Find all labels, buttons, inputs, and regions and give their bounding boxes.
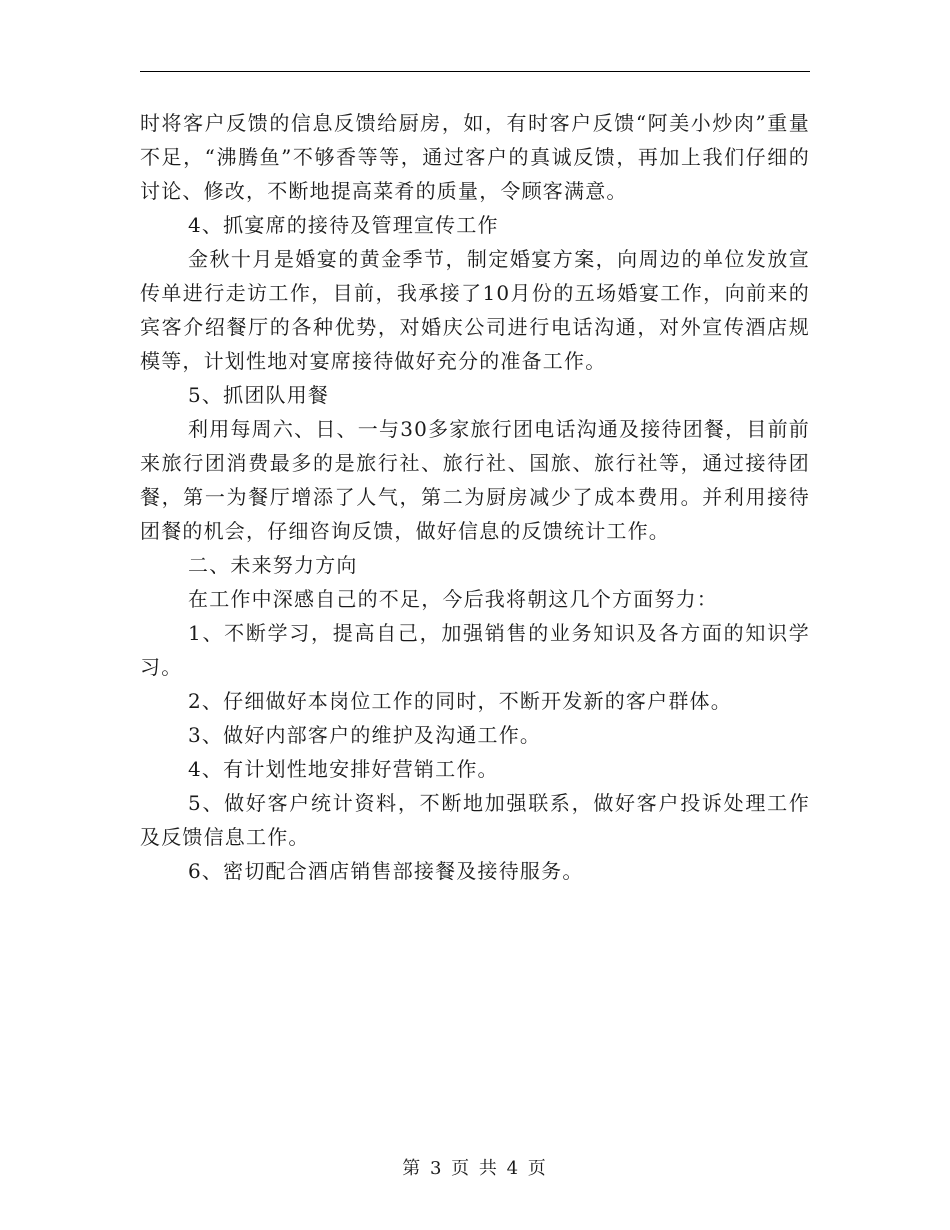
section-heading-future: 二、未来努力方向 — [188, 553, 358, 577]
list-item-6: 6、密切配合酒店销售部接餐及接待服务。 — [188, 859, 584, 883]
document-body — [140, 106, 810, 888]
header-rule — [140, 71, 810, 72]
list-item-5: 5、做好客户统计资料，不断地加强联系，做好客户投诉处理工作及反馈信息工作。 — [140, 791, 810, 849]
list-item-3: 3、做好内部客户的维护及沟通工作。 — [188, 723, 542, 747]
paragraph-banquet: 金秋十月是婚宴的黄金季节，制定婚宴方案，向周边的单位发放宣传单进行走访工作，目前，我承接了10月份的五场婚宴工作，向前来的宾客介绍餐厅的各种优势，对婚庆公司进行电话沟通，对外宣传酒店规模等，计划性地对宴席接待做好充分的准备工作。 — [140, 247, 810, 373]
paragraph-group-dining: 利用每周六、日、一与30多家旅行团电话沟通及接待团餐，目前前来旅行团消费最多的是旅行社、旅行社、国旅、旅行社等，通过接待团餐，第一为餐厅增添了人气，第二为厨房减少了成本费用。并利用接待团餐的机会，仔细咨询反馈，做好信息的反馈统计工作。 — [140, 417, 810, 543]
paragraph-future-intro: 在工作中深感自己的不足，今后我将朝这几个方面努力： — [188, 587, 718, 611]
section-heading-banquet: 4、抓宴席的接待及管理宣传工作 — [188, 213, 499, 237]
list-item-2: 2、仔细做好本岗位工作的同时，不断开发新的客户群体。 — [188, 689, 732, 713]
paragraph-continuation: 时将客户反馈的信息反馈给厨房，如，有时客户反馈“阿美小炒肉”重量不足，“沸腾鱼”不够香等等，通过客户的真诚反馈，再加上我们仔细的讨论、修改，不断地提高菜肴的质量，令顾客满意。 — [140, 111, 810, 203]
list-item-1: 1、不断学习，提高自己，加强销售的业务知识及各方面的知识学习。 — [140, 621, 810, 679]
list-item-4: 4、有计划性地安排好营销工作。 — [188, 757, 499, 781]
section-heading-group-dining: 5、抓团队用餐 — [188, 383, 330, 407]
page-number: 第 3 页 共 4 页 — [402, 1158, 548, 1179]
